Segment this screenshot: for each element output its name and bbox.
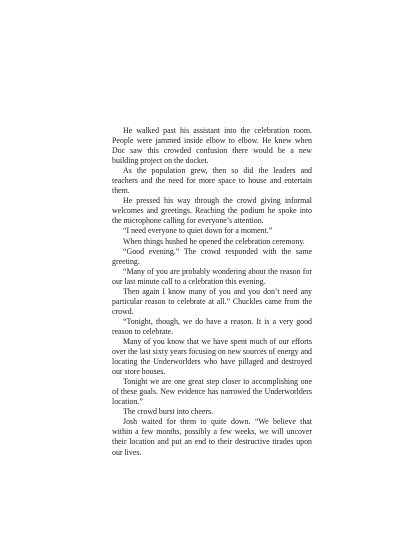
paragraph: He pressed his way through the crowd giving informal welcomes and greetings. Reaching the podium he spoke into the microphone calling for everyone’s attention. (112, 196, 312, 226)
paragraph: The crowd burst into cheers. (123, 407, 214, 417)
paragraph: “Many of you are probably wondering about the reason for our last minute call to a celebration this evening. (112, 266, 312, 286)
paragraph: Many of you know that we have spent much of our efforts over the last sixty years focusing on new sources of energy and locating the Underworlders who have pillaged and destroyed our store houses. (112, 336, 312, 377)
paragraph: He walked past his assistant into the celebration room. People were jammed inside elbow to elbow. He knew when Doc saw this crowded confusion there would be a new building project on the docket. (112, 126, 312, 166)
paragraph: Tonight we are one great step closer to accomplishing one of these goals. New evidence has narrowed the Underworlders location.” (112, 377, 312, 407)
paragraph: When things hushed he opened the celebration ceremony. (123, 236, 305, 246)
paragraph: Then again I know many of you and you don’t need any particular reason to celebrate at all.” Chuckles came from the crowd. (112, 286, 312, 316)
paragraph: “Good evening.” The crowd responded with the same greeting. (112, 246, 312, 266)
body-text (112, 126, 312, 458)
paragraph: “Tonight, though, we do have a reason. It is a very good reason to celebrate. (112, 316, 312, 336)
paragraph: Josh waited for them to quite down. “We believe that within a few months, possibly a few weeks, we will uncover their location and put an end to their destructive tirades upon our lives. (112, 417, 312, 457)
paragraph: “I need everyone to quiet down for a moment.” (123, 226, 273, 236)
paragraph: As the population grew, then so did the leaders and teachers and the need for more space to house and entertain them. (112, 166, 312, 196)
